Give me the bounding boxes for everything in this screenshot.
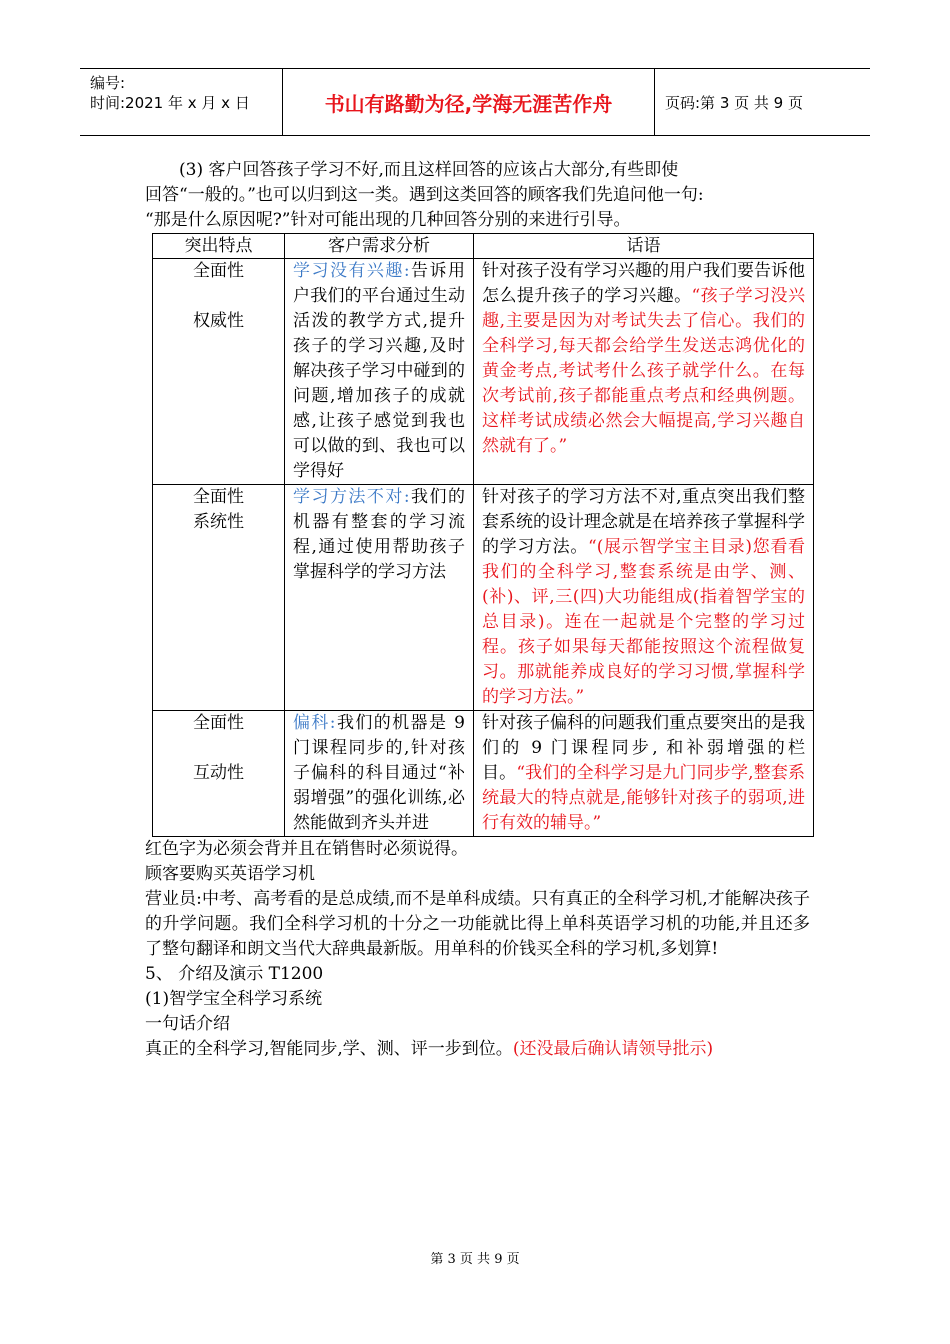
speech-cell bbox=[474, 259, 814, 485]
feature-label: 全面性 bbox=[193, 713, 244, 733]
intro-line-1: (3) 客户回答孩子学习不好,而且这样回答的应该占大部分,有些即使 bbox=[179, 160, 679, 180]
header-features: 突出特点 bbox=[153, 234, 285, 259]
page-footer: 第 3 页 共 9 页 bbox=[430, 1252, 520, 1267]
speech-script: “孩子学习没兴趣,主要是因为对考试失去了信心。我们的全科学习,每天都会给学生发送志鸿优化的黄金考点,考试考什么孩子就学什么。在每次考试前,孩子都能重点考点和经典例题。这样考试成绩必然会大幅提高,学习兴趣自然就有了。” bbox=[482, 286, 805, 456]
needs-cell bbox=[285, 485, 474, 711]
features-cell bbox=[153, 259, 285, 485]
one-line-intro-pending: (还没最后确认请领导批示) bbox=[512, 1039, 714, 1059]
speech-intro: 针对孩子偏科的问题我们重点要突出的是我们的 9 门课程同步, 和补弱增强的栏目。 bbox=[482, 713, 805, 783]
header-speech: 话语 bbox=[474, 234, 814, 259]
need-title: 学习方法不对: bbox=[293, 487, 410, 507]
header-meta bbox=[80, 69, 283, 135]
feature-spacer bbox=[161, 736, 276, 761]
header-page-number: 页码:第 3 页 共 9 页 bbox=[665, 93, 803, 112]
speech-intro: 针对孩子的学习方法不对,重点突出我们整套系统的设计理念就是在培养孩子掌握科学的学习方法。 bbox=[482, 487, 805, 557]
header-motto: 书山有路勤为径,学海无涯苦作舟 bbox=[283, 69, 655, 135]
one-line-intro-main: 真正的全科学习,智能同步,学、测、评一步到位。 bbox=[145, 1039, 513, 1059]
need-title: 偏科: bbox=[293, 713, 336, 733]
intro-line-2: 回答“一般的。”也可以归到这一类。遇到这类回答的顾客我们先追问他一句: bbox=[145, 185, 704, 205]
speech-intro: 针对孩子没有学习兴趣的用户我们要告诉他怎么提升孩子的学习兴趣。 bbox=[482, 261, 805, 306]
doc-number-label: 编号: bbox=[90, 74, 126, 92]
features-cell bbox=[153, 485, 285, 711]
feature-label: 全面性 bbox=[193, 261, 244, 281]
speech-script: “(展示智学宝主目录)您看看我们的全科学习,整套系统是由学、测、(补)、评,三(四)大功能组成(指着智学宝的总目录)。连在一起就是个完整的学习过程。孩子如果每天都能按照这个流程做复习。那就能养成良好的学习习惯,掌握科学的学习方法。” bbox=[482, 537, 805, 707]
need-title: 学习没有兴趣: bbox=[293, 261, 410, 281]
page-header bbox=[80, 68, 870, 136]
need-text: 我们的机器有整套的学习流程,通过使用帮助孩子掌握科学的学习方法 bbox=[293, 487, 465, 582]
subsection-1-heading: (1)智学宝全科学习系统 bbox=[145, 989, 323, 1009]
one-line-intro-text bbox=[145, 1037, 810, 1062]
one-line-intro-title: 一句话介绍 bbox=[145, 1014, 230, 1034]
feature-label: 系统性 bbox=[193, 512, 244, 532]
feature-label: 互动性 bbox=[193, 763, 244, 783]
document-body bbox=[145, 158, 810, 1062]
need-text: 告诉用户我们的平台通过生动活泼的教学方式,提升孩子的学习兴趣,及时解决孩子学习中碰到的问题,增加孩子的成就感,让孩子感觉到我也可以做的到、我也可以学得好 bbox=[293, 261, 465, 481]
needs-cell bbox=[285, 259, 474, 485]
table-row bbox=[153, 259, 814, 485]
red-text-note: 红色字为必须会背并且在销售时必须说得。 bbox=[145, 839, 468, 859]
english-machine-text: 营业员:中考、高考看的是总成绩,而不是单科成绩。只有真正的全科学习机,才能解决孩子的升学问题。我们全科学习机的十分之一功能就比得上单科英语学习机的功能,并且还多了整句翻译和朗文当代大辞典最新版。用单科的价钱买全科的学习机,多划算! bbox=[145, 889, 810, 959]
table-header-row bbox=[153, 234, 814, 259]
speech-cell bbox=[474, 711, 814, 837]
speech-script: “我们的全科学习是九门同步学,整套系统最大的特点就是,能够针对孩子的弱项,进行有效的辅导。” bbox=[482, 763, 805, 833]
feature-label: 权威性 bbox=[193, 311, 244, 331]
english-machine-title: 顾客要购买英语学习机 bbox=[145, 864, 315, 884]
needs-cell bbox=[285, 711, 474, 837]
intro-line-3: “那是什么原因呢?”针对可能出现的几种回答分别的来进行引导。 bbox=[145, 210, 631, 230]
doc-date-label: 时间:2021 年 x 月 x 日 bbox=[90, 94, 250, 112]
section-5-heading: 5、 介绍及演示 T1200 bbox=[145, 964, 324, 984]
features-cell bbox=[153, 711, 285, 837]
speech-cell bbox=[474, 485, 814, 711]
sales-script-table bbox=[152, 233, 814, 837]
feature-spacer bbox=[161, 284, 276, 309]
header-needs: 客户需求分析 bbox=[285, 234, 474, 259]
table-row bbox=[153, 711, 814, 837]
table-row bbox=[153, 485, 814, 711]
feature-label: 全面性 bbox=[193, 487, 244, 507]
need-text: 我们的机器是 9 门课程同步的,针对孩子偏科的科目通过“补弱增强”的强化训练,必然能做到齐头并进 bbox=[293, 713, 465, 833]
